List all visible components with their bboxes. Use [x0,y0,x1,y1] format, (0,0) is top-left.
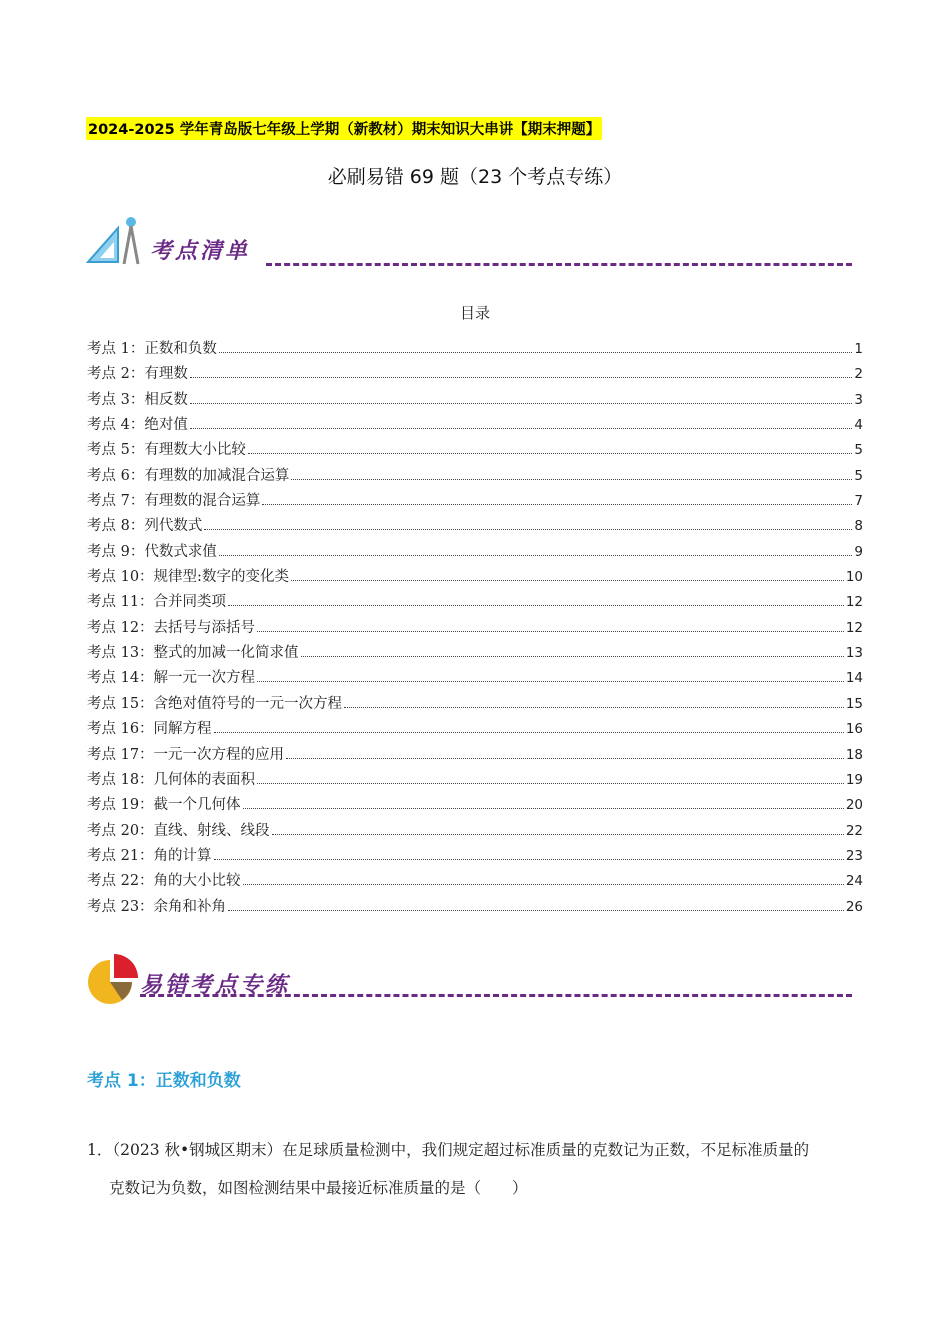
toc-item[interactable] [87,464,863,489]
toc-leader-dots [286,758,844,759]
toc-item-page: 16 [845,721,863,738]
toc-item-label: 考点 6：有理数的加减混合运算 [87,467,290,484]
toc-leader-dots [190,403,853,404]
toc-item-page: 22 [845,822,863,839]
toc-item-page: 5 [854,442,863,459]
toc-item[interactable] [87,692,863,717]
toc-item-label: 考点 4：绝对值 [87,417,188,434]
toc-item[interactable] [87,743,863,768]
toc-item[interactable] [87,337,863,362]
toc-item-label: 考点 7：有理数的混合运算 [87,493,261,510]
toc-item[interactable] [87,844,863,869]
banner1-divider [266,263,852,266]
question-1-line2: 克数记为负数，如图检测结果中最接近标准质量的是（ ） [109,1179,528,1197]
toc-leader-dots [344,707,844,708]
toc-item-label: 考点 9：代数式求值 [87,543,217,560]
toc-leader-dots [214,732,844,733]
toc-item[interactable] [87,388,863,413]
toc-item[interactable] [87,616,863,641]
toc-item[interactable] [87,717,863,742]
banner-kaodian-qingdan [86,212,852,272]
toc-item-page: 20 [845,797,863,814]
toc-item[interactable] [87,666,863,691]
toc-item-label: 考点 18：几何体的表面积 [87,771,256,788]
pie-chart-icon [86,950,142,1010]
toc-item[interactable] [87,768,863,793]
toc-item[interactable] [87,793,863,818]
toc-title: 目录 [459,304,490,322]
toc-item-page: 23 [845,847,863,864]
toc-item[interactable] [87,362,863,387]
toc-leader-dots [243,884,844,885]
toc-item-label: 考点 15：含绝对值符号的一元一次方程 [87,695,343,712]
toc-item-page: 15 [845,695,863,712]
toc-item-page: 19 [845,771,863,788]
toc-item-label: 考点 16：同解方程 [87,721,212,738]
toc-item-label: 考点 13：整式的加减一化简求值 [87,645,299,662]
compass-triangle-icon [86,212,146,272]
toc-item[interactable] [87,819,863,844]
toc-leader-dots [291,479,852,480]
toc-leader-dots [190,428,853,429]
toc-item-page: 8 [854,518,863,535]
toc-leader-dots [190,377,853,378]
toc-item-label: 考点 23：余角和补角 [87,898,227,915]
toc-leader-dots [204,529,852,530]
toc-item-label: 考点 2：有理数 [87,366,188,383]
toc-item-page: 5 [854,467,863,484]
toc-item-page: 9 [854,543,863,560]
toc-item-page: 4 [854,417,863,434]
toc-leader-dots [257,681,844,682]
toc-item-label: 考点 21：角的计算 [87,847,212,864]
toc-leader-dots [214,859,844,860]
toc-item[interactable] [87,489,863,514]
toc-item-page: 3 [854,391,863,408]
toc-item-page: 14 [845,670,863,687]
toc-leader-dots [301,656,844,657]
toc-item-page: 24 [845,873,863,890]
toc-item[interactable] [87,565,863,590]
toc-item-label: 考点 12：去括号与添括号 [87,619,256,636]
banner2-divider [140,994,852,997]
toc-item-label: 考点 8：列代数式 [87,518,203,535]
section-heading-1: 考点 1：正数和负数 [87,1071,241,1091]
toc-item-page: 13 [845,645,863,662]
toc-item-page: 12 [845,594,863,611]
toc-item[interactable] [87,540,863,565]
table-of-contents [87,337,863,920]
toc-item-label: 考点 10：规律型:数字的变化类 [87,569,289,586]
toc-leader-dots [257,783,844,784]
toc-item-label: 考点 1：正数和负数 [87,341,217,357]
toc-item-label: 考点 20：直线、射线、线段 [87,822,270,839]
toc-leader-dots [219,352,853,353]
document-subtitle: 必刷易错 69 题（23 个考点专练） [327,166,623,188]
toc-leader-dots [219,555,853,556]
toc-item-label: 考点 3：相反数 [87,391,188,408]
toc-item[interactable] [87,590,863,615]
toc-leader-dots [228,605,844,606]
banner1-title: 考点清单 [150,238,251,264]
toc-item[interactable] [87,413,863,438]
toc-item[interactable] [87,869,863,894]
document-header: 2024-2025 学年青岛版七年级上学期（新教材）期末知识大串讲【期末押题】 [86,117,602,140]
toc-item[interactable] [87,641,863,666]
toc-leader-dots [248,453,853,454]
toc-leader-dots [228,910,844,911]
toc-item-page: 12 [845,619,863,636]
toc-leader-dots [243,808,844,809]
toc-item-page: 10 [845,569,863,586]
toc-item-label: 考点 17：一元一次方程的应用 [87,746,285,763]
toc-item[interactable] [87,438,863,463]
toc-item-label: 考点 11：合并同类项 [87,594,227,611]
toc-item-label: 考点 5：有理数大小比较 [87,442,246,459]
toc-item-page: 7 [854,493,863,510]
toc-leader-dots [272,834,844,835]
toc-item-label: 考点 14：解一元一次方程 [87,670,256,687]
toc-leader-dots [291,580,844,581]
question-1-line1: 1．（2023 秋•钢城区期末）在足球质量检测中，我们规定超过标准质量的克数记为正数，不足标准质量的 [87,1141,810,1159]
toc-item-page: 26 [845,898,863,915]
toc-item-page: 1 [854,341,863,357]
toc-item[interactable] [87,895,863,920]
toc-item[interactable] [87,514,863,539]
toc-item-page: 18 [845,746,863,763]
question-1 [87,1131,867,1207]
banner2-title: 易错考点专练 [140,972,291,998]
toc-item-page: 2 [854,366,863,383]
toc-item-label: 考点 19：截一个几何体 [87,797,241,814]
toc-leader-dots [257,631,844,632]
toc-leader-dots [262,504,852,505]
banner-yicuo-kaodian [86,950,852,1010]
toc-item-label: 考点 22：角的大小比较 [87,873,241,890]
